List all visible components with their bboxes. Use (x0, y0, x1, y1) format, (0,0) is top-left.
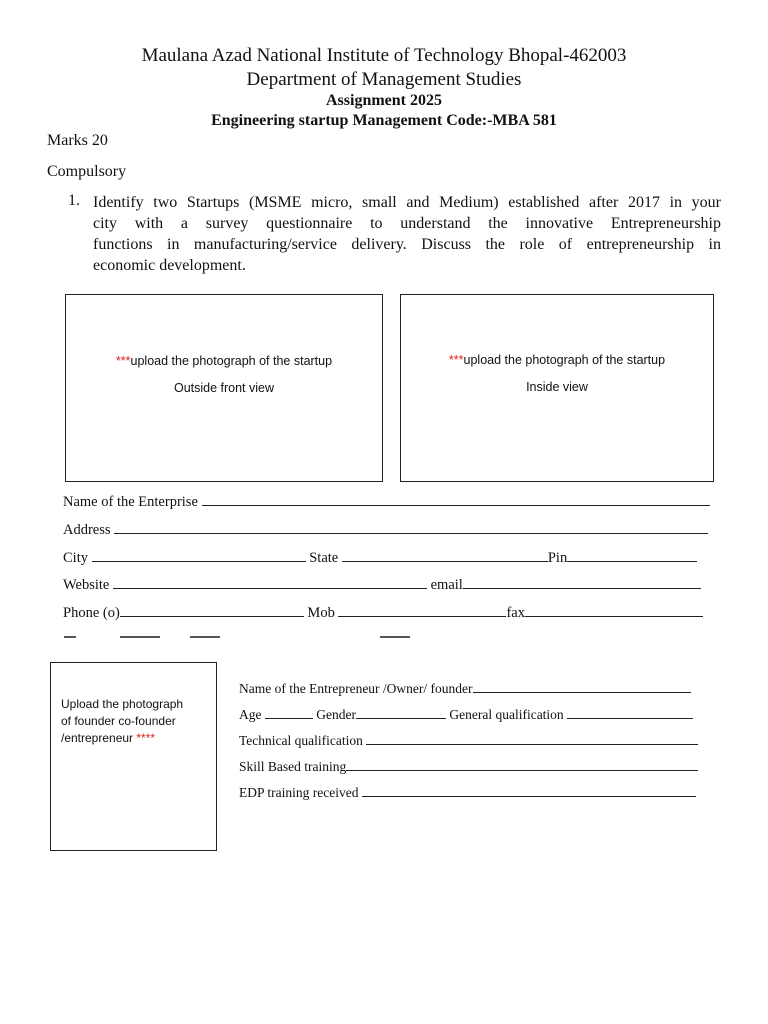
enterprise-name-field[interactable] (202, 491, 710, 506)
founder-upload-line: of founder co-founder (61, 714, 176, 728)
entrepreneur-name-row (239, 678, 691, 698)
question-number: 1. (68, 192, 80, 209)
upload-instruction: upload the photograph of the startup (130, 354, 333, 368)
fax-label: fax (506, 605, 525, 621)
photo-upload-text (66, 354, 382, 368)
age-field[interactable] (265, 704, 313, 719)
compulsory-label: Compulsory (47, 163, 127, 180)
technical-qual-field[interactable] (366, 730, 698, 745)
general-qual-field[interactable] (567, 704, 693, 719)
age-label: Age (239, 707, 262, 722)
photo-view-label: Inside view (526, 380, 588, 394)
enterprise-name-row (63, 491, 710, 511)
department-title: Department of Management Studies (246, 69, 522, 90)
age-row (239, 704, 693, 724)
pin-field[interactable] (567, 547, 697, 562)
required-stars: *** (448, 353, 464, 367)
website-row (63, 574, 701, 594)
question-line: economic development. (93, 257, 246, 274)
required-stars: *** (115, 354, 131, 368)
city-field[interactable] (92, 547, 306, 562)
entrepreneur-name-label: Name of the Entrepreneur /Owner/ founder (239, 681, 473, 696)
question-line: Identify two Startups (MSME micro, small and Medium) established after 2017 in your (93, 194, 721, 211)
founder-upload-text (61, 696, 183, 747)
upload-instruction: upload the photograph of the startup (463, 353, 666, 367)
website-label: Website (63, 577, 110, 593)
state-field[interactable] (342, 547, 548, 562)
phone-label: Phone (o) (63, 605, 120, 621)
institute-title: Maulana Azad National Institute of Technology Bhopal-462003 (141, 45, 627, 66)
address-label: Address (63, 522, 111, 538)
state-label: State (309, 550, 339, 566)
enterprise-name-label: Name of the Enterprise (63, 494, 198, 510)
phone-row (63, 602, 703, 622)
founder-upload-line: /entrepreneur (61, 731, 134, 745)
skill-label: Skill Based training (239, 759, 347, 774)
city-row (63, 547, 697, 567)
email-label: email (430, 577, 463, 593)
founder-upload-line: Upload the photograph (61, 697, 184, 711)
phone-field[interactable] (120, 602, 304, 617)
skill-row (239, 756, 698, 776)
website-field[interactable] (113, 574, 427, 589)
founder-upload-line-3 (61, 730, 183, 747)
skill-field[interactable] (346, 756, 698, 771)
marks-label: Marks 20 (47, 132, 108, 149)
founder-photo-upload[interactable] (50, 662, 217, 851)
technical-qual-row (239, 730, 698, 750)
city-label: City (63, 550, 88, 566)
edp-field[interactable] (362, 782, 696, 797)
photo-upload-text (401, 353, 713, 367)
address-field[interactable] (114, 519, 708, 534)
mob-label: Mob (307, 605, 335, 621)
clipped-row (60, 630, 720, 638)
course-title: Engineering startup Management Code:-MBA 581 (211, 112, 557, 129)
pin-label: Pin (547, 550, 568, 566)
entrepreneur-name-field[interactable] (473, 678, 691, 693)
gender-field[interactable] (356, 704, 446, 719)
fax-field[interactable] (525, 602, 703, 617)
email-field[interactable] (463, 574, 701, 589)
edp-label: EDP training received (239, 785, 359, 800)
question-text (93, 192, 721, 276)
question-line: city with a survey questionnaire to understand the innovative Entrepreneurship (93, 215, 721, 232)
mob-field[interactable] (338, 602, 506, 617)
photo-upload-inside[interactable] (400, 294, 714, 482)
assignment-title: Assignment 2025 (325, 92, 442, 109)
required-stars: **** (136, 731, 156, 745)
photo-view-label: Outside front view (173, 381, 275, 395)
photo-upload-outside[interactable] (65, 294, 383, 482)
general-qual-label: General qualification (449, 707, 564, 722)
gender-label: Gender (316, 707, 356, 722)
edp-row (239, 782, 696, 802)
technical-qual-label: Technical qualification (239, 733, 363, 748)
address-row (63, 519, 708, 539)
question-line: functions in manufacturing/service delivery. Discuss the role of entrepreneurship in (93, 236, 721, 253)
